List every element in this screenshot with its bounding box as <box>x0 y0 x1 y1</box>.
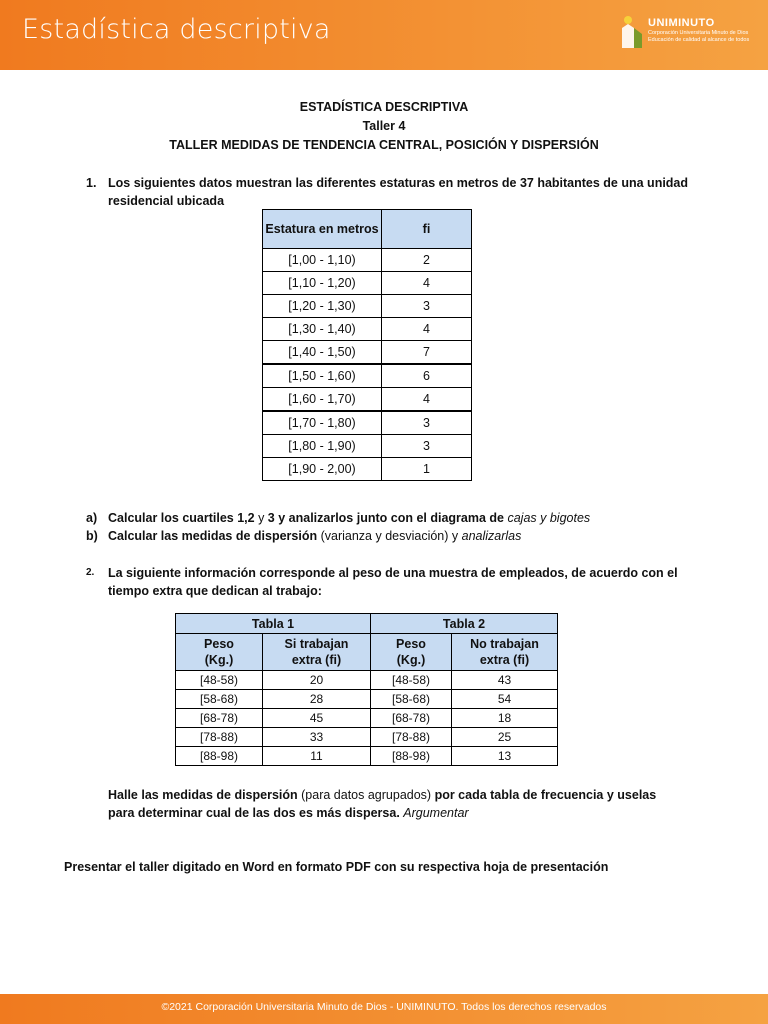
si-label-1: Si trabajan <box>284 637 349 651</box>
halle-line1 <box>108 786 708 804</box>
q1a-bold1: Calcular los cuartiles 1,2 <box>108 511 259 525</box>
fi-cell: 6 <box>382 364 472 388</box>
range-cell: [1,70 - 1,80) <box>263 411 382 435</box>
footer-copyright: ©2021 Corporación Universitaria Minuto de Dios - UNIMINUTO. Todos los derechos reservados <box>161 1001 607 1013</box>
logo-sub-line1: Corporación Universitaria Minuto de Dios <box>648 30 749 36</box>
col-header-height: Estatura en metros <box>263 210 382 249</box>
table-row <box>263 272 472 295</box>
fi-cell: 20 <box>263 671 371 690</box>
range-cell: [1,20 - 1,30) <box>263 295 382 318</box>
q1a-bold2: 3 y analizarlos junto con el diagrama de <box>264 511 508 525</box>
fi-cell: 3 <box>382 435 472 458</box>
q1b-norm: (varianza y desviación) y <box>320 529 462 543</box>
fi-cell: 7 <box>382 341 472 365</box>
peso-cell: [48-58) <box>176 671 263 690</box>
fi-cell: 28 <box>263 690 371 709</box>
q1a-italic: cajas y bigotes <box>507 511 591 525</box>
page-header <box>0 0 768 70</box>
logo-name: UNIMINUTO <box>648 17 715 29</box>
table-row <box>176 671 558 690</box>
table-row <box>176 728 558 747</box>
halle2-bold: para determinar cual de las dos es más dispersa. <box>108 806 404 820</box>
halle1-norm: (para datos agrupados) <box>301 788 432 802</box>
question-2-line1: La siguiente información corresponde al peso de una muestra de empleados, de acuerdo con el <box>108 566 678 580</box>
question-1-line2: residencial ubicada <box>108 194 225 208</box>
table-row <box>263 411 472 435</box>
table-row <box>263 295 472 318</box>
halle1-bold: Halle las medidas de dispersión <box>108 788 302 802</box>
peso-cell: [58-68) <box>371 690 452 709</box>
fi-cell: 2 <box>382 249 472 272</box>
si-label-2: extra (fi) <box>291 653 342 667</box>
peso-label: Peso <box>204 637 234 651</box>
col-header-si-trabajan <box>263 634 371 671</box>
fi-cell: 18 <box>452 709 558 728</box>
table-header-row <box>263 210 472 249</box>
question-2-line2: tiempo extra que dedican al trabajo: <box>108 584 322 598</box>
q1b-bold: Calcular las medidas de dispersión <box>108 529 321 543</box>
table-row <box>263 458 472 481</box>
peso-cell: [58-68) <box>176 690 263 709</box>
fi-cell: 4 <box>382 388 472 412</box>
question-1b-text <box>108 527 521 545</box>
col-header-peso-2 <box>371 634 452 671</box>
table-header-row <box>176 634 558 671</box>
question-1-text <box>108 174 688 210</box>
halle1-bold2: por cada tabla de frecuencia y uselas <box>431 788 657 802</box>
col-header-no-trabajan <box>452 634 558 671</box>
q1b-italic: analizarlas <box>461 529 522 543</box>
question-2-text <box>108 564 678 600</box>
range-cell: [1,50 - 1,60) <box>263 364 382 388</box>
no-label-2: extra (fi) <box>479 653 530 667</box>
no-label-1: No trabajan <box>470 637 539 651</box>
question-1a-label: a) <box>86 511 98 525</box>
table-row <box>176 690 558 709</box>
range-cell: [1,90 - 2,00) <box>263 458 382 481</box>
tabla-1-header: Tabla 1 <box>176 614 371 634</box>
halle-instruction <box>108 786 708 822</box>
uniminuto-logo-icon <box>618 14 644 52</box>
doc-title: ESTADÍSTICA DESCRIPTIVA <box>299 100 469 114</box>
halle-line2 <box>108 804 708 822</box>
fi-cell: 1 <box>382 458 472 481</box>
question-2-number: 2. <box>86 567 95 578</box>
table-row <box>263 249 472 272</box>
logo-sub-line2: Educación de calidad al alcance de todos <box>648 37 750 43</box>
table-row <box>263 435 472 458</box>
uniminuto-logo <box>618 14 758 54</box>
fi-cell: 4 <box>382 318 472 341</box>
table-row <box>176 747 558 766</box>
doc-subtitle: Taller 4 <box>362 119 406 133</box>
table-row <box>263 341 472 365</box>
fi-cell: 45 <box>263 709 371 728</box>
range-cell: [1,60 - 1,70) <box>263 388 382 412</box>
kg-label: (Kg.) <box>204 653 234 667</box>
document-titles <box>0 98 768 155</box>
header-title: Estadística descriptiva <box>22 14 331 45</box>
fi-cell: 3 <box>382 295 472 318</box>
peso-cell: [88-98) <box>176 747 263 766</box>
peso-cell: [78-88) <box>176 728 263 747</box>
kg-label: (Kg.) <box>396 653 426 667</box>
table-row <box>176 709 558 728</box>
range-cell: [1,30 - 1,40) <box>263 318 382 341</box>
peso-cell: [68-78) <box>176 709 263 728</box>
peso-cell: [48-58) <box>371 671 452 690</box>
height-frequency-table <box>262 209 472 481</box>
page-footer <box>0 994 768 1024</box>
fi-cell: 54 <box>452 690 558 709</box>
halle2-italic: Argumentar <box>403 806 469 820</box>
table-row <box>263 388 472 412</box>
doc-topic: TALLER MEDIDAS DE TENDENCIA CENTRAL, POSICIÓN Y DISPERSIÓN <box>169 138 599 152</box>
fi-cell: 33 <box>263 728 371 747</box>
peso-label: Peso <box>396 637 426 651</box>
fi-cell: 13 <box>452 747 558 766</box>
peso-cell: [68-78) <box>371 709 452 728</box>
presentation-instruction: Presentar el taller digitado en Word en formato PDF con su respectiva hoja de presentación <box>64 860 609 874</box>
weight-frequency-table <box>175 613 558 766</box>
question-1b-label: b) <box>86 529 98 543</box>
table-row <box>263 318 472 341</box>
table-group-header-row <box>176 614 558 634</box>
question-1-line1: Los siguientes datos muestran las diferentes estaturas en metros de 37 habitantes de una unidad <box>108 176 689 190</box>
fi-cell: 25 <box>452 728 558 747</box>
q1a-norm: y <box>258 511 265 525</box>
fi-cell: 11 <box>263 747 371 766</box>
peso-cell: [78-88) <box>371 728 452 747</box>
col-header-fi: fi <box>382 210 472 249</box>
table-row <box>263 364 472 388</box>
col-header-peso-1 <box>176 634 263 671</box>
range-cell: [1,10 - 1,20) <box>263 272 382 295</box>
fi-cell: 43 <box>452 671 558 690</box>
question-1a-text <box>108 509 590 527</box>
peso-cell: [88-98) <box>371 747 452 766</box>
tabla-2-header: Tabla 2 <box>371 614 558 634</box>
range-cell: [1,40 - 1,50) <box>263 341 382 365</box>
logo-subtitle <box>648 30 758 44</box>
fi-cell: 3 <box>382 411 472 435</box>
range-cell: [1,00 - 1,10) <box>263 249 382 272</box>
range-cell: [1,80 - 1,90) <box>263 435 382 458</box>
question-1-number: 1. <box>86 176 97 190</box>
fi-cell: 4 <box>382 272 472 295</box>
